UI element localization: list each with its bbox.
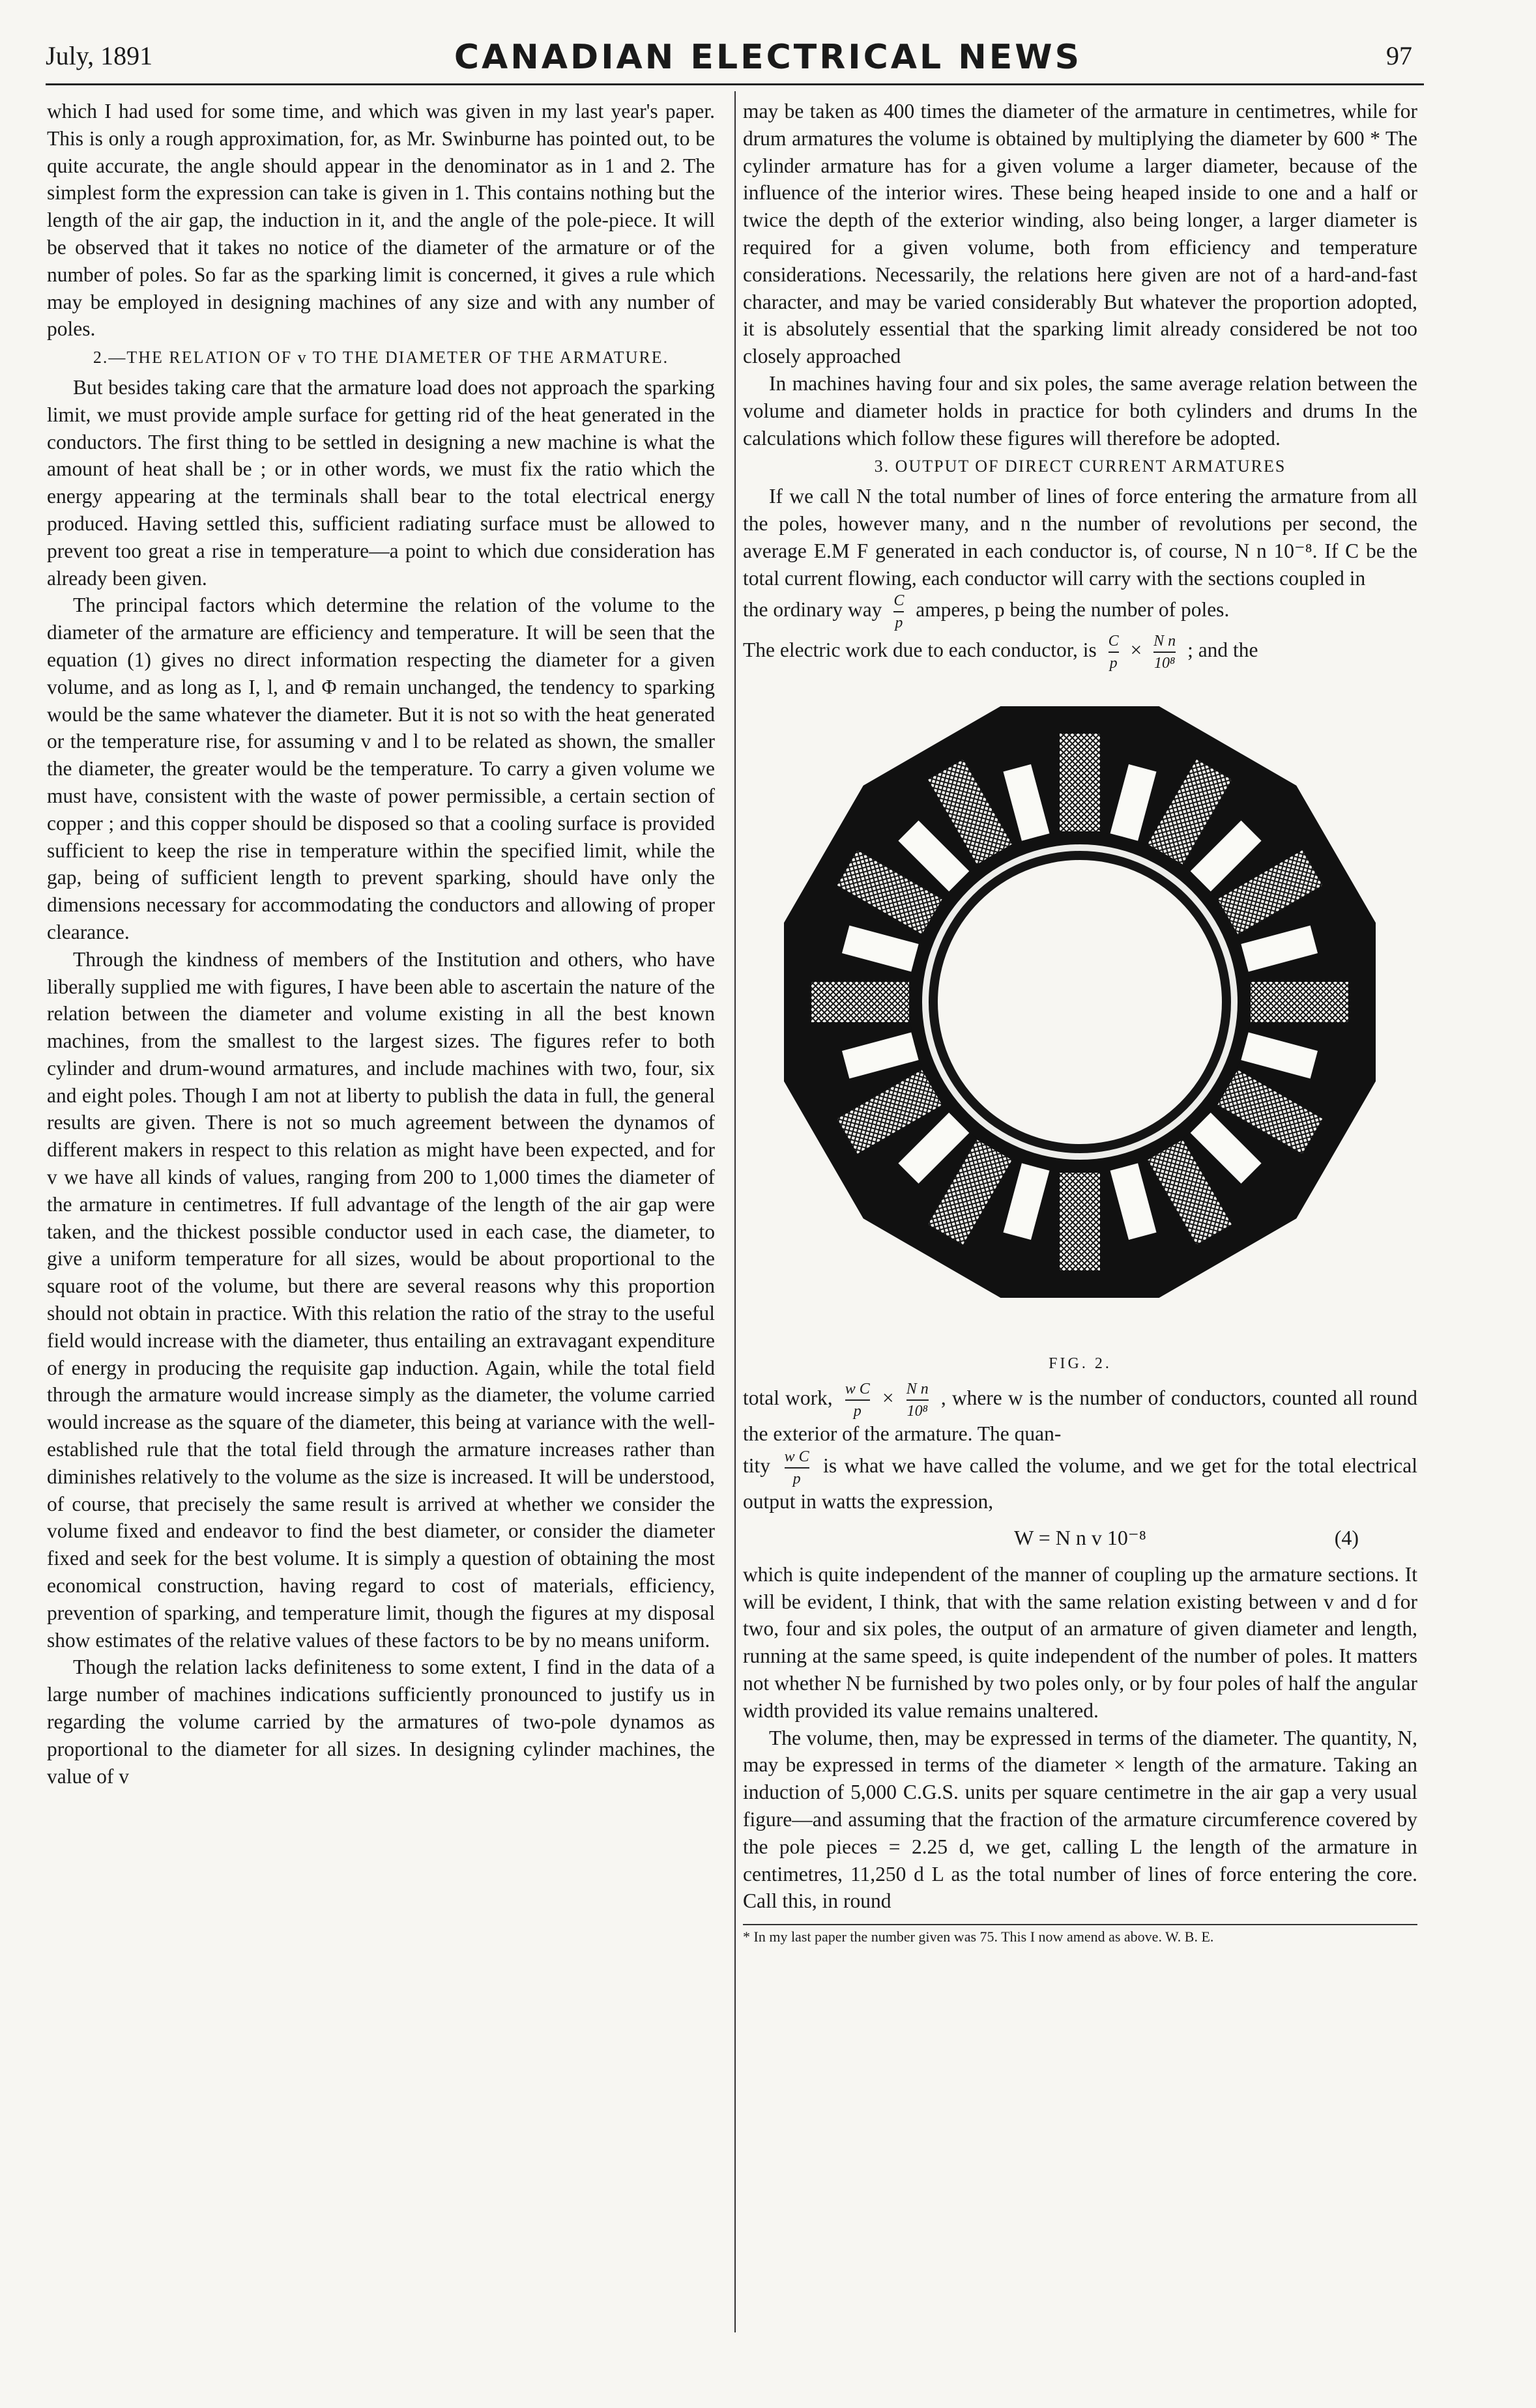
paragraph: which is quite independent of the manner of coupling up the armature sections. It will be evident, I think, that with the same relation existing between v and d for two, four and six poles, the output of an armature of given diameter and length, running at the same speed, is quite independent of the number of poles. It matters not whether N be furnished by two poles only, or by four poles of half the angular width provided its value remains unaltered. (743, 1562, 1417, 1722)
section-heading: 2.—THE RELATION OF v TO THE DIAMETER OF THE ARMATURE. (93, 348, 669, 367)
formula-line: total work, $\frac{\text{w C}}{p}$ × $\frac{\text{N n}}{\text{10⁸}}$ , where w is the number of conductors, counted all round the exterior of the armature. The quan- (743, 1381, 1418, 1446)
fraction: $\frac{\text{w C}}{p}$ (845, 1381, 870, 1420)
paragraph: Through the kindness of members of the Institution and others, who have liberally supplied me with figures, I have been able to ascertain the nature of the relation between the diameter and volume existing in all the best known machines, from the smallest to the largest sizes. The figures refer to both cylinder and drum-wound armatures, and include machines with two, four, six and eight poles. Though I am not at liberty to publish the data in full, the general results are given. There is not so much agreement between the dynamos of different makers in respect to this relation as might have been expected, and for v we have all kinds of values, ranging from 200 to 1,000 times the diameter of the armature in centimetres. If full advantage of the length of the air gap were taken, and the thickest possible conductor used in each case, the diameter, to give a uniform temperature for all sizes, would be about proportional to the square root of the volume, but there are several reasons why this proportion should not obtain in practice. With this relation the ratio of the stray to the useful field would increase with the diameter, thus entailing an extravagant expenditure of energy in producing the requisite gap induction. Again, while the total field through the armature would increase simply as the diameter, the volume carried would increase as the square of the diameter, this being at variance with the well-established rule that the total field through the armature increases rather than diminishes relatively to the volume as the size is increased. It will be understood, of course, that precisely the same result is arrived at whether we consider the volume fixed and endeavor to find the best diameter, or consider the diameter fixed and seek for the best volume. It is simply a question of obtaining the most economical construction, having regard to cost of materials, efficiency, prevention of sparking, and temperature limit, though the figures at my disposal show estimates of the relative values of these factors to be by no means uniform. (47, 947, 715, 1652)
winding-slot (1251, 982, 1348, 1022)
winding-slot (811, 982, 909, 1022)
footnote: * In my last paper the number given was 75. This I now amend as above. W. B. E. (743, 1928, 1214, 1945)
paragraph: The principal factors which determine the relation of the volume to the diameter of the armature are efficiency and temperature. It will be seen that the equation (1) gives no direct information respecting the diameter for a given volume, and as long as I, l, and Φ remain unchanged, the tendency to sparking would be the same whatever the diameter. But it is not so with the heat generated or the temperature rise, for assuming v and l to be related as shown, the smaller the diameter, the greater would be the temperature. To carry a given volume we must have, consistent with the waste of power permissible, a certain section of copper ; and this copper should be disposed so that a cooling surface is provided sufficient to keep the rise in temperature within the specified limit, while the gap, being of sufficient length to prevent sparking, should have only the dimensions necessary for accommodating the conductors and allowing of proper clearance. (47, 594, 715, 943)
paragraph: may be taken as 400 times the diameter of the armature in centimetres, while for drum armatures the volume is obtained by multiplying the diameter by 600 * The cylinder armature has for a given volume a larger diameter, because of the influence of the interior wires. These being heaped inside to one and a half or twice the depth of the exterior winding, also being longer, a larger diameter is required for a given volume, both from efficiency and temperature considerations. Necessarily, the relations here given are not of a hard-and-fast character, and may be varied considerably But whatever the proportion adopted, it is absolutely essential that the sparking limit already considered be not too closely approached (743, 100, 1417, 368)
formula-line: the ordinary way $\frac{C}{p}$ amperes, p being the number of poles. (743, 592, 1230, 632)
figure-caption: FIG. 2. (1049, 1355, 1112, 1373)
paragraph: But besides taking care that the armature load does not approach the sparking limit, we must provide ample surface for getting rid of the heat generated in the conductors. The first thing to be settled in designing a new machine is what the amount of heat shall be ; or in other words, we must fix the ratio which the energy appearing at the terminals shall bear to the total electrical energy produced. Having settled this, sufficient radiating surface must be allowed to prevent too great a rise in temperature—a point to which due consideration has already been given. (47, 375, 715, 590)
fraction: $\frac{\text{N n}}{\text{10⁸}}$ (1153, 633, 1176, 672)
winding-slot (1060, 1173, 1100, 1270)
fraction: $\frac{\text{w C}}{p}$ (784, 1448, 809, 1488)
paragraph: If we call N the total number of lines of force entering the armature from all the poles, however many, and n the number of revolutions per second, the average E.M F generated in each conductor is, of course, N n 10⁻⁸. If C be the total current flowing, each conductor will carry with the sections coupled in (743, 485, 1417, 590)
page-header (0, 0, 1536, 78)
issue-date: July, 1891 (46, 41, 153, 70)
section-heading: 3. OUTPUT OF DIRECT CURRENT ARMATURES (874, 457, 1286, 476)
armature-figure (743, 676, 1417, 1380)
page-number: 97 (1386, 41, 1412, 70)
paragraph: which I had used for some time, and which was given in my last year's paper. This is only a rough approximation, for, as Mr. Swinburne has pointed out, to be quite accurate, the angle should appear in the denominator as in 1 and 2. The simplest form the expression can take is given in 1. This contains nothing but the length of the air gap, the induction in it, and the angle of the pole-piece. It will be observed that it takes no notice of the diameter of the armature or of the number of poles. So far as the sparking limit is concerned, it gives a rule which may be employed in designing machines of any size and with any number of poles. (47, 100, 715, 341)
paragraph: In machines having four and six poles, the same average relation between the volume and diameter holds in practice for both cylinders and drums In the calculations which follow these figures will therefore be adopted. (743, 371, 1417, 450)
left-column (47, 98, 715, 1790)
footnote-rule (743, 1924, 1417, 1925)
header-rule (46, 83, 1424, 85)
paragraph: Though the relation lacks definiteness to some extent, I find in the data of a large number of machines indications sufficiently pronounced to justify us in regarding the volume carried by the armatures of two-pole dynamos as proportional to the diameter for all sizes. In designing cylinder machines, the value of v (47, 1656, 715, 1788)
winding-slot (1060, 734, 1100, 831)
equation-number: (4) (1334, 1525, 1359, 1549)
armature-diagram (782, 676, 1378, 1341)
formula-line: tity $\frac{\text{w C}}{p}$ is what we have called the volume, and we get for the total electrical output in watts the expression, (743, 1448, 1417, 1513)
formula-line: The electric work due to each conductor, is $\frac{C}{p}$ × $\frac{\text{N n}}{\text{10⁸}}$ ; and the (743, 633, 1258, 672)
right-column (743, 98, 1417, 1946)
paragraph: The volume, then, may be expressed in terms of the diameter. The quantity, N, may be expressed in terms of the diameter × length of the armature. Taking an induction of 5,000 C.G.S. units per square centimetre in the air gap a very usual figure—and assuming that the fraction of the armature circumference covered by the pole pieces = 2.25 d, we get, calling L the length of the armature in centimetres, 11,250 d L as the total number of lines of force entering the core. Call this, in round (743, 1726, 1417, 1913)
fraction: $\frac{C}{p}$ (1108, 633, 1119, 672)
armature-bore (938, 860, 1222, 1144)
column-divider (734, 91, 736, 2332)
fraction: $\frac{C}{p}$ (893, 592, 905, 632)
journal-title: CANADIAN ELECTRICAL NEWS (454, 38, 1082, 77)
fraction: $\frac{\text{N n}}{\text{10⁸}}$ (906, 1381, 929, 1420)
equation: W = N n v 10⁻⁸ (4) (743, 1525, 1417, 1552)
